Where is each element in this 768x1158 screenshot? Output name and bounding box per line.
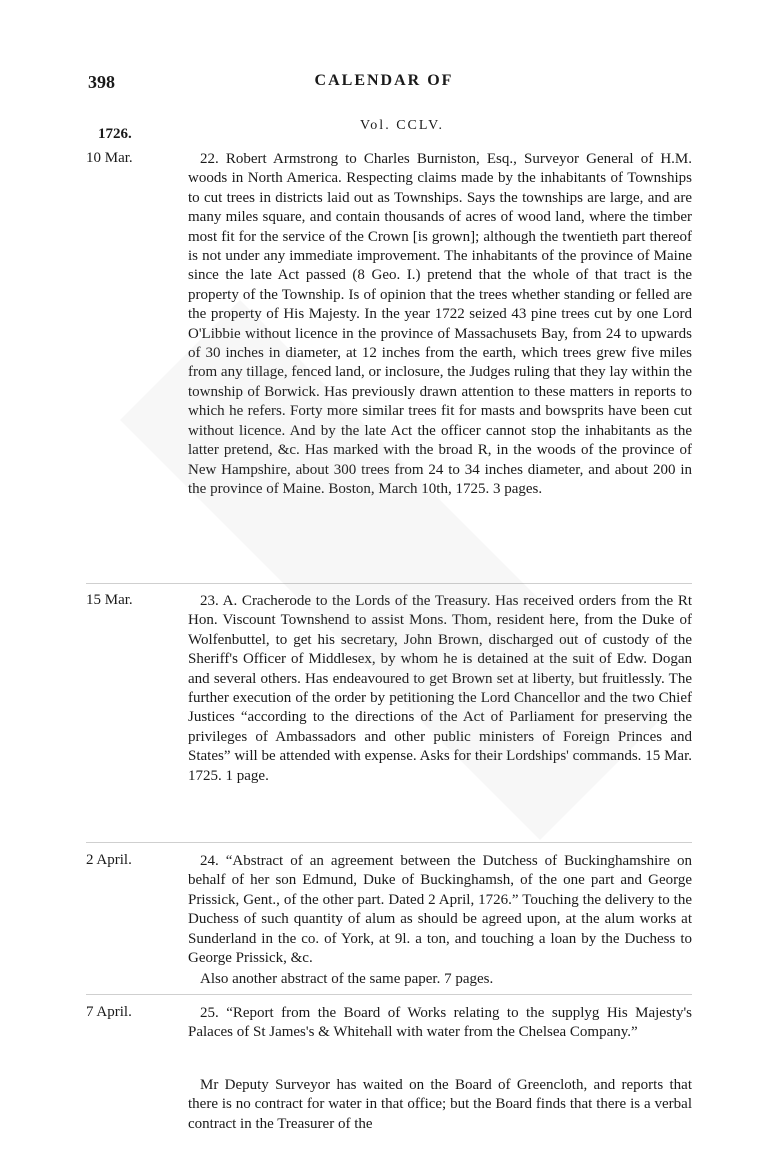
- entry-date: 10 Mar.: [86, 150, 133, 166]
- volume-heading: Vol. CCLV.: [360, 118, 444, 133]
- entry-divider: [86, 583, 692, 584]
- entry-date: 15 Mar.: [86, 592, 133, 608]
- year-label: 1726.: [98, 126, 132, 142]
- entry-text: 22. Robert Armstrong to Charles Burniston, Esq., Surveyor General of H.M. woods in North America. Respecting claims made by the inhabitants of Townships to cut trees in districts laid out as Townships. Says the townships are large, and are many miles square, and contain thousands of acres of wood land, where the timber most fit for the service of the Crown [is grown]; although the twentieth part thereof is not under any immediate improvement. The inhabitants of the province of Maine since the late Act passed (8 Geo. I.) pretend that the whole of that tract is the property of the Township. Is of opinion that the trees whether standing or felled are the property of His Majesty. In the year 1722 seized 43 pine trees cut by one Lord O'Libbie without licence in the province of Massachusets Bay, from 24 to upwards of 30 inches in diameter, at 12 inches from the earth, which trees grew five miles from any tillage, fenced land, or inclosure, the Judges ruling that they lay within the township of Borwick. Has previously drawn attention to these matters in reports to which he refers. Forty more similar trees fit for masts and bowsprits have been cut without licence. And by the late Act the officer cannot stop the inhabitants as the latter pretend, &c. Has marked with the broad R, in the woods of the province of New Hampshire, about 300 trees from 24 to 34 inches diameter, and about 200 in the province of Maine. Boston, March 10th, 1725. 3 pages.: [188, 151, 692, 497]
- entry-text-continued: Mr Deputy Surveyor has waited on the Board of Greencloth, and reports that there is no contract for water in that office; but the Board finds that there is a verbal contract in the Treasurer of the: [188, 1077, 692, 1132]
- page-header: [0, 72, 768, 96]
- entry-text: 23. A. Cracherode to the Lords of the Treasury. Has received orders from the Rt Hon. Viscount Townshend to assist Mons. Thom, resident here, from the Duke of Wolfenbuttel, to get his secretary, John Brown, discharged out of custody of the Sheriff's Officer of Middlesex, by whom he is detained at the suit of Edw. Dogan and several others. Has endeavoured to get Brown set at liberty, but fruitlessly. The further execution of the order by petitioning the Lord Chancellor and the two Chief Justices “according to the directions of the Act of Parliament for preserving the privileges of Ambassadors and other public ministers of Foreign Princes and States” will be attended with expense. Asks for their Lordships' commands. 15 Mar. 1725. 1 page.: [188, 593, 692, 784]
- entry-divider: [86, 994, 692, 995]
- entry-text: 24. “Abstract of an agreement between the Dutchess of Buckinghamshire on behalf of her son Edmund, Duke of Buckinghamsh, of the one part and George Prissick, Gent., of the other part. Dated 2 April, 1726.” Touching the delivery to the Duchess of such quantity of alum as should be agreed upon, at the alum works at Sunderland in the co. of York, at 9l. a ton, and touching a loan by the Duchess to George Prissick, &c.: [188, 853, 692, 967]
- entry-text: 25. “Report from the Board of Works relating to the supplyg His Majesty's Palaces of St James's & Whitehall with water from the Chelsea Company.”: [188, 1005, 692, 1041]
- entry-date: 7 April.: [86, 1004, 132, 1020]
- entry-date: 2 April.: [86, 852, 132, 868]
- running-head: CALENDAR OF: [314, 72, 454, 89]
- entry-divider: [86, 842, 692, 843]
- page-number: 398: [88, 72, 115, 92]
- entry-text-continued: Also another abstract of the same paper. 7 pages.: [200, 971, 494, 987]
